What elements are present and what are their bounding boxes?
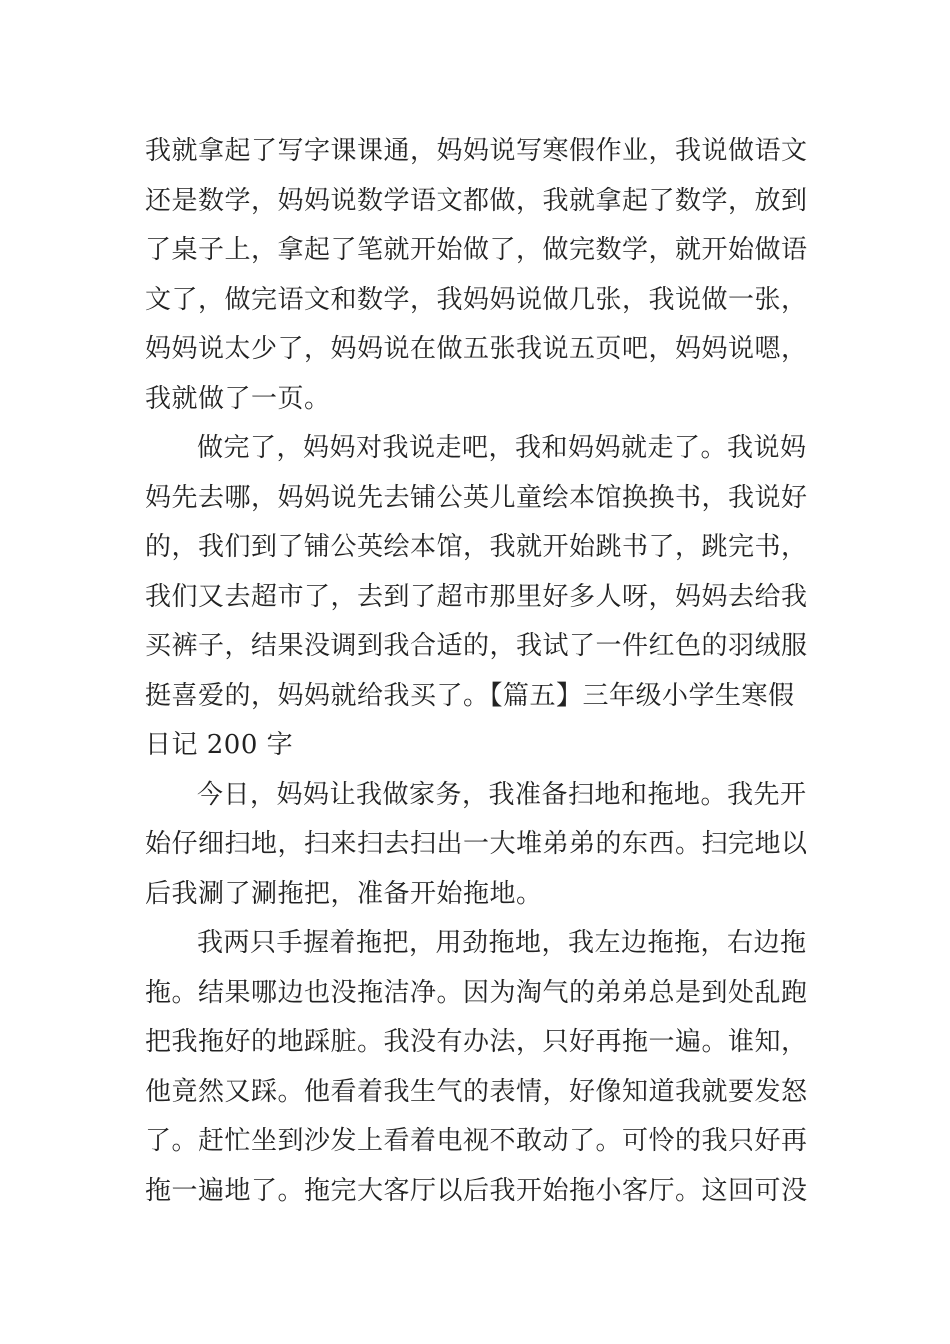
text-line: 做完了，妈妈对我说走吧，我和妈妈就走了。我说妈 <box>197 433 807 463</box>
text-line: 他竟然又踩。他看着我生气的表情，好像知道我就要发怒 <box>145 1076 808 1107</box>
text-line: 了。赶忙坐到沙发上看着电视不敢动了。可怜的我只好再 <box>145 1126 808 1156</box>
text-line: 妈妈说太少了，妈妈说在做五张我说五页吧，妈妈说嗯， <box>145 334 808 364</box>
text-line: 的，我们到了铺公英绘本馆，我就开始跳书了，跳完书， <box>145 532 808 562</box>
text-line: 买裤子，结果没调到我合适的，我试了一件红色的羽绒服 <box>145 631 808 661</box>
text-line: 我两只手握着拖把，用劲拖地，我左边拖拖，右边拖 <box>197 928 807 958</box>
text-line: 还是数学，妈妈说数学语文都做，我就拿起了数学，放到 <box>145 185 808 216</box>
text-line: 日记 200 字 <box>145 730 294 760</box>
text-line: 拖一遍地了。拖完大客厅以后我开始拖小客厅。这回可没 <box>145 1175 808 1206</box>
text-line: 我就拿起了写字课课通，妈妈说写寒假作业，我说做语文 <box>145 136 808 166</box>
text-line: 后我涮了涮拖把，准备开始拖地。 <box>145 878 543 909</box>
text-line: 了桌子上，拿起了笔就开始做了，做完数学，就开始做语 <box>145 235 808 265</box>
text-line: 把我拖好的地踩脏。我没有办法，只好再拖一遍。谁知， <box>145 1027 808 1057</box>
text-line: 我们又去超市了，去到了超市那里好多人呀，妈妈去给我 <box>145 581 808 612</box>
text-line: 挺喜爱的，妈妈就给我买了。【篇五】三年级小学生寒假 <box>145 680 795 711</box>
text-line: 我就做了一页。 <box>145 383 331 414</box>
text-line: 拖。结果哪边也没拖洁净。因为淘气的弟弟总是到处乱跑 <box>145 977 808 1008</box>
text-line: 妈先去哪，妈妈说先去铺公英儿童绘本馆换换书，我说好 <box>145 482 808 513</box>
text-line: 今日，妈妈让我做家务，我准备扫地和拖地。我先开 <box>197 779 807 810</box>
text-line: 文了，做完语文和数学，我妈妈说做几张，我说做一张， <box>145 284 808 315</box>
document-body <box>145 127 810 1216</box>
text-line: 始仔细扫地，扫来扫去扫出一大堆弟弟的东西。扫完地以 <box>145 829 808 859</box>
